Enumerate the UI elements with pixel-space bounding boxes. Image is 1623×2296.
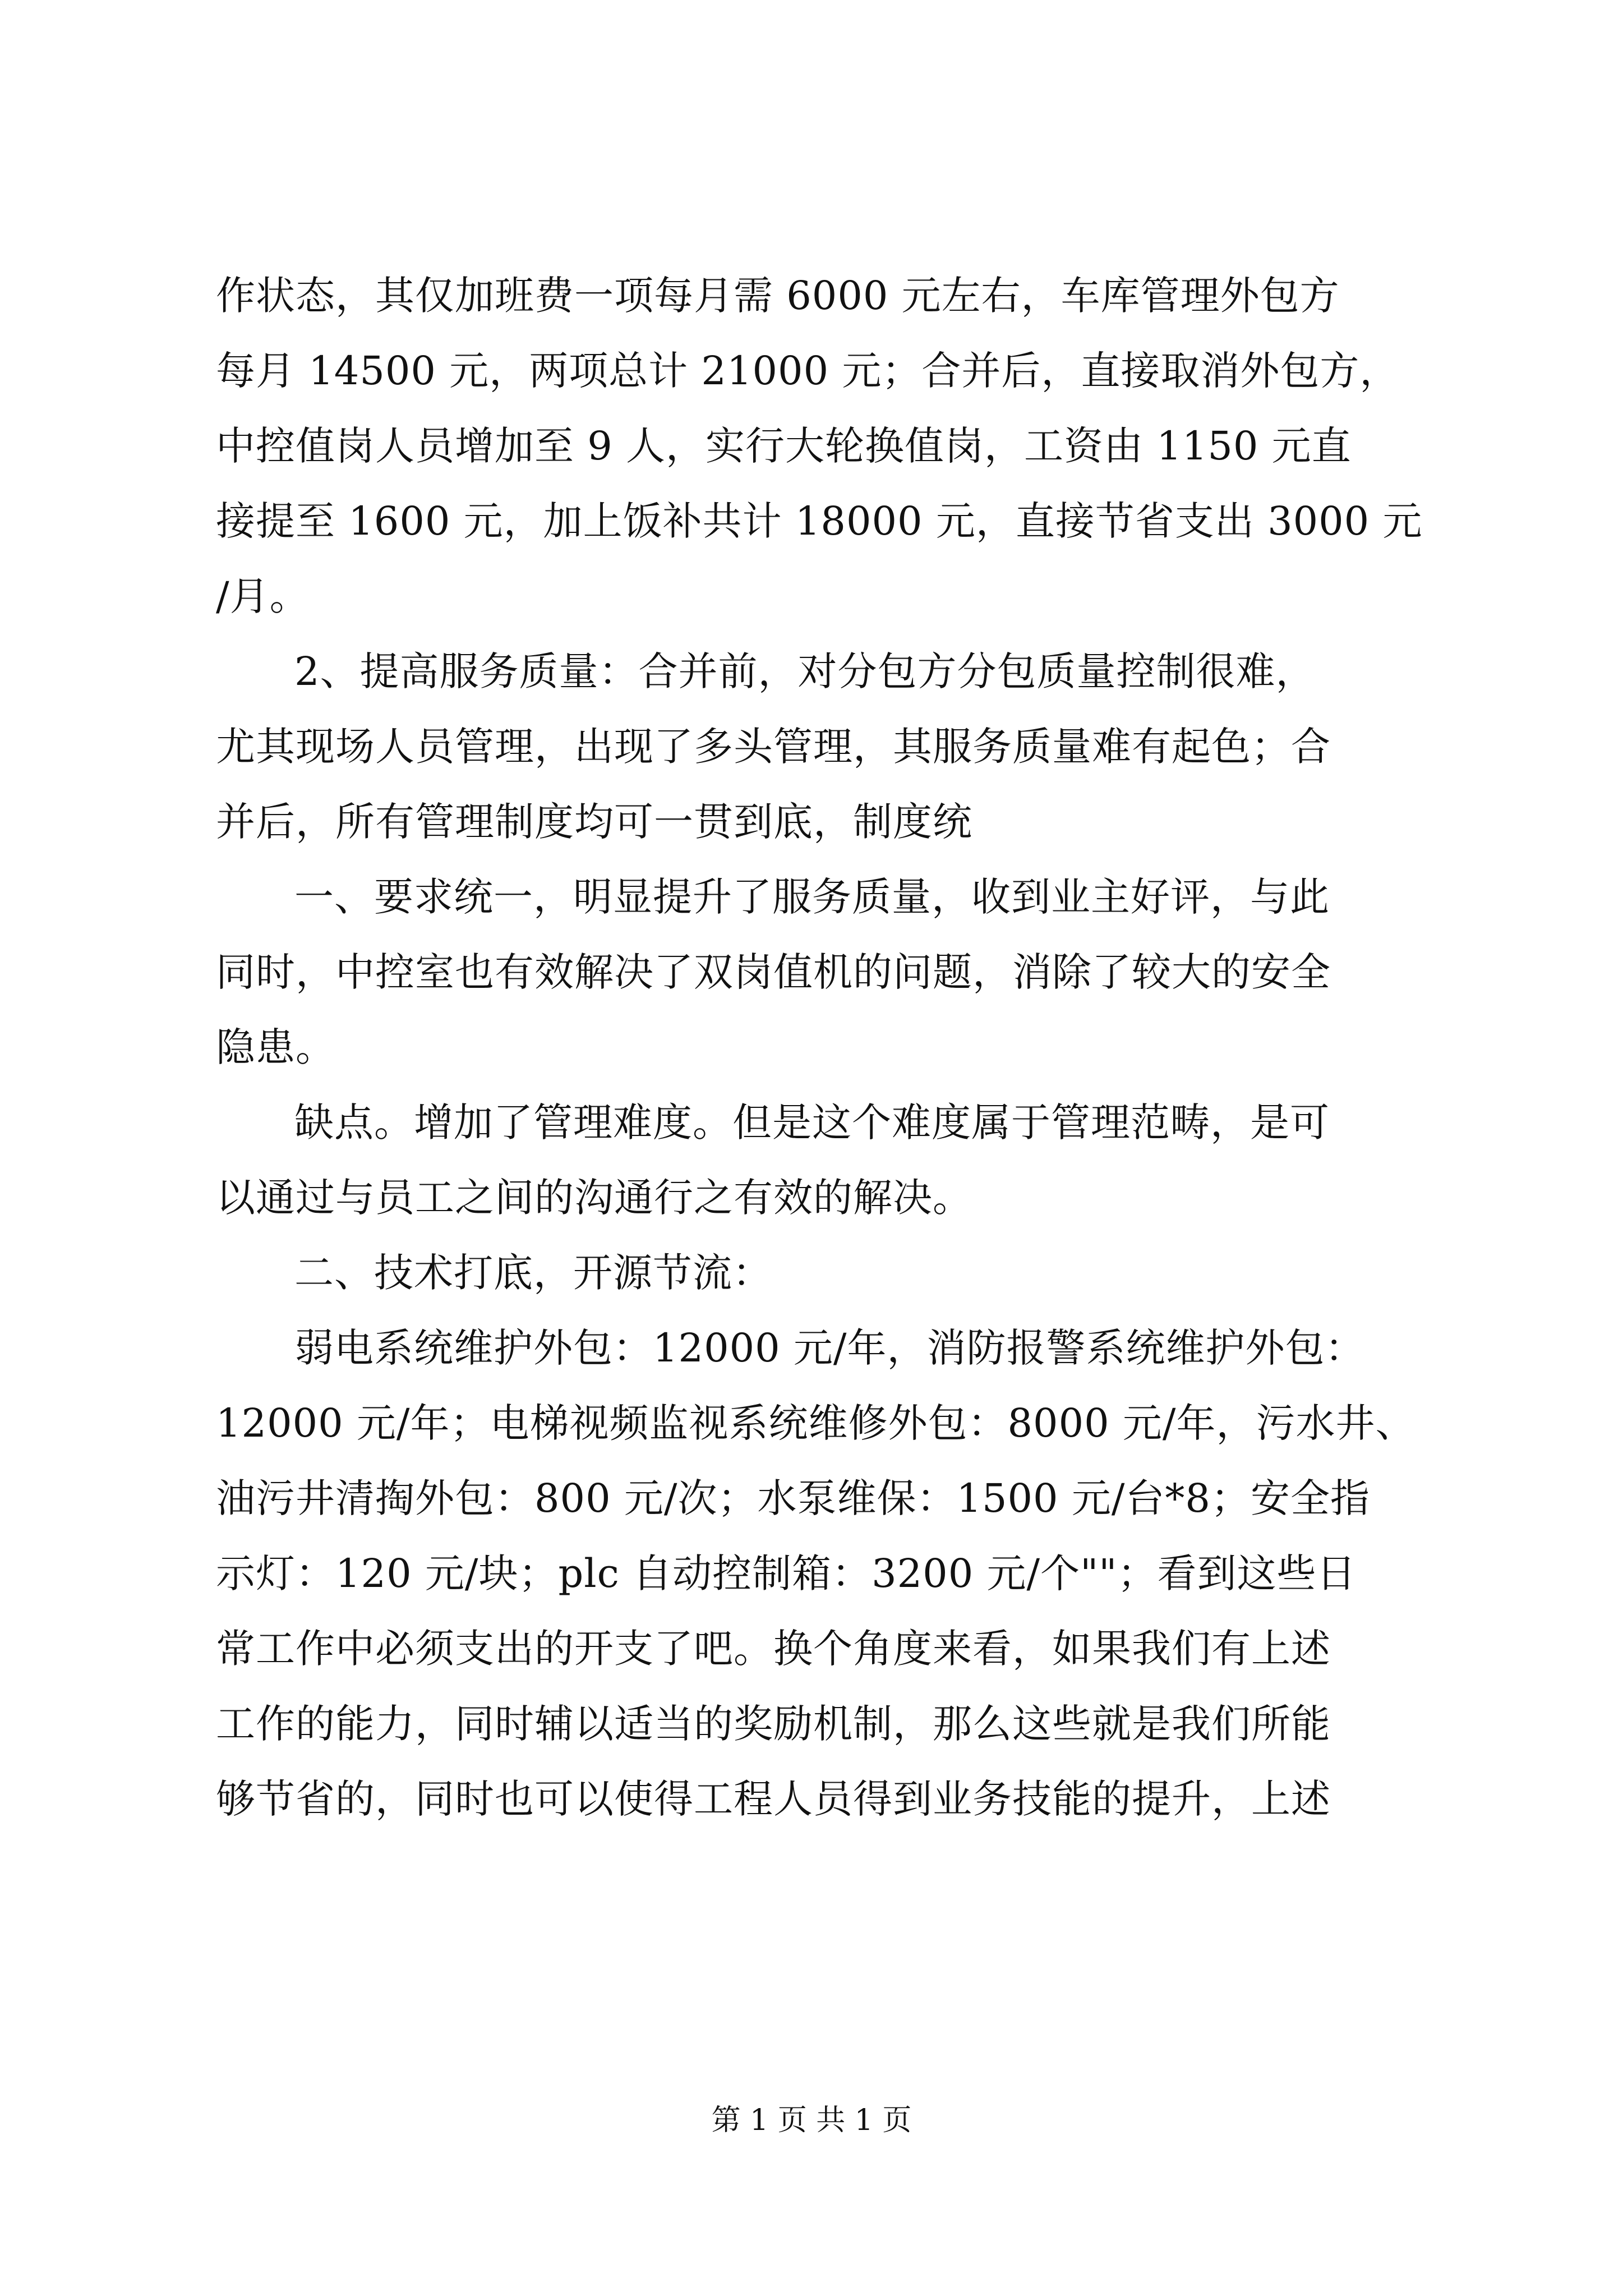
text-line: 并后，所有管理制度均可一贯到底，制度统	[216, 799, 972, 845]
text-line: 同时，中控室也有效解决了双岗值机的问题，消除了较大的安全	[216, 949, 1331, 995]
text-line: 中控值岗人员增加至 9 人，实行大轮换值岗，工资由 1150 元直	[216, 423, 1352, 469]
text-line: 弱电系统维护外包：12000 元/年，消防报警系统维护外包：	[294, 1325, 1365, 1371]
text-line: 每月 14500 元，两项总计 21000 元；合并后，直接取消外包方，	[216, 348, 1400, 394]
text-line: 常工作中必须支出的开支了吧。换个角度来看，如果我们有上述	[216, 1626, 1331, 1672]
text-line: 工作的能力，同时辅以适当的奖励机制，那么这些就是我们所能	[216, 1701, 1331, 1747]
text-line: /月。	[216, 573, 310, 619]
page-footer: 第 1 页 共 1 页	[711, 2104, 912, 2137]
text-line: 尤其现场人员管理，出现了多头管理，其服务质量难有起色；合	[216, 724, 1331, 770]
document-body	[216, 258, 1423, 1837]
text-line: 够节省的，同时也可以使得工程人员得到业务技能的提升，上述	[216, 1776, 1331, 1822]
text-line: 二、技术打底，开源节流：	[294, 1250, 772, 1296]
text-line: 一、要求统一，明显提升了服务质量，收到业主好评，与此	[294, 874, 1330, 920]
text-line: 油污井清掏外包：800 元/次；水泵维保：1500 元/台*8；安全指	[216, 1475, 1370, 1521]
text-line: 缺点。增加了管理难度。但是这个难度属于管理范畴，是可	[294, 1099, 1330, 1145]
text-line: 以通过与员工之间的沟通行之有效的解决。	[216, 1175, 972, 1221]
text-line: 接提至 1600 元，加上饭补共计 18000 元，直接节省支出 3000 元	[216, 498, 1423, 544]
text-line: 隐患。	[216, 1024, 335, 1070]
text-line: 示灯：120 元/块；plc 自动控制箱：3200 元/个""；看到这些日	[216, 1550, 1357, 1596]
text-line: 2、提高服务质量：合并前，对分包方分包质量控制很难，	[294, 648, 1316, 694]
text-line: 作状态，其仅加班费一项每月需 6000 元左右，车库管理外包方	[216, 273, 1340, 319]
text-line: 12000 元/年；电梯视频监视系统维修外包：8000 元/年，污水井、	[216, 1400, 1415, 1446]
